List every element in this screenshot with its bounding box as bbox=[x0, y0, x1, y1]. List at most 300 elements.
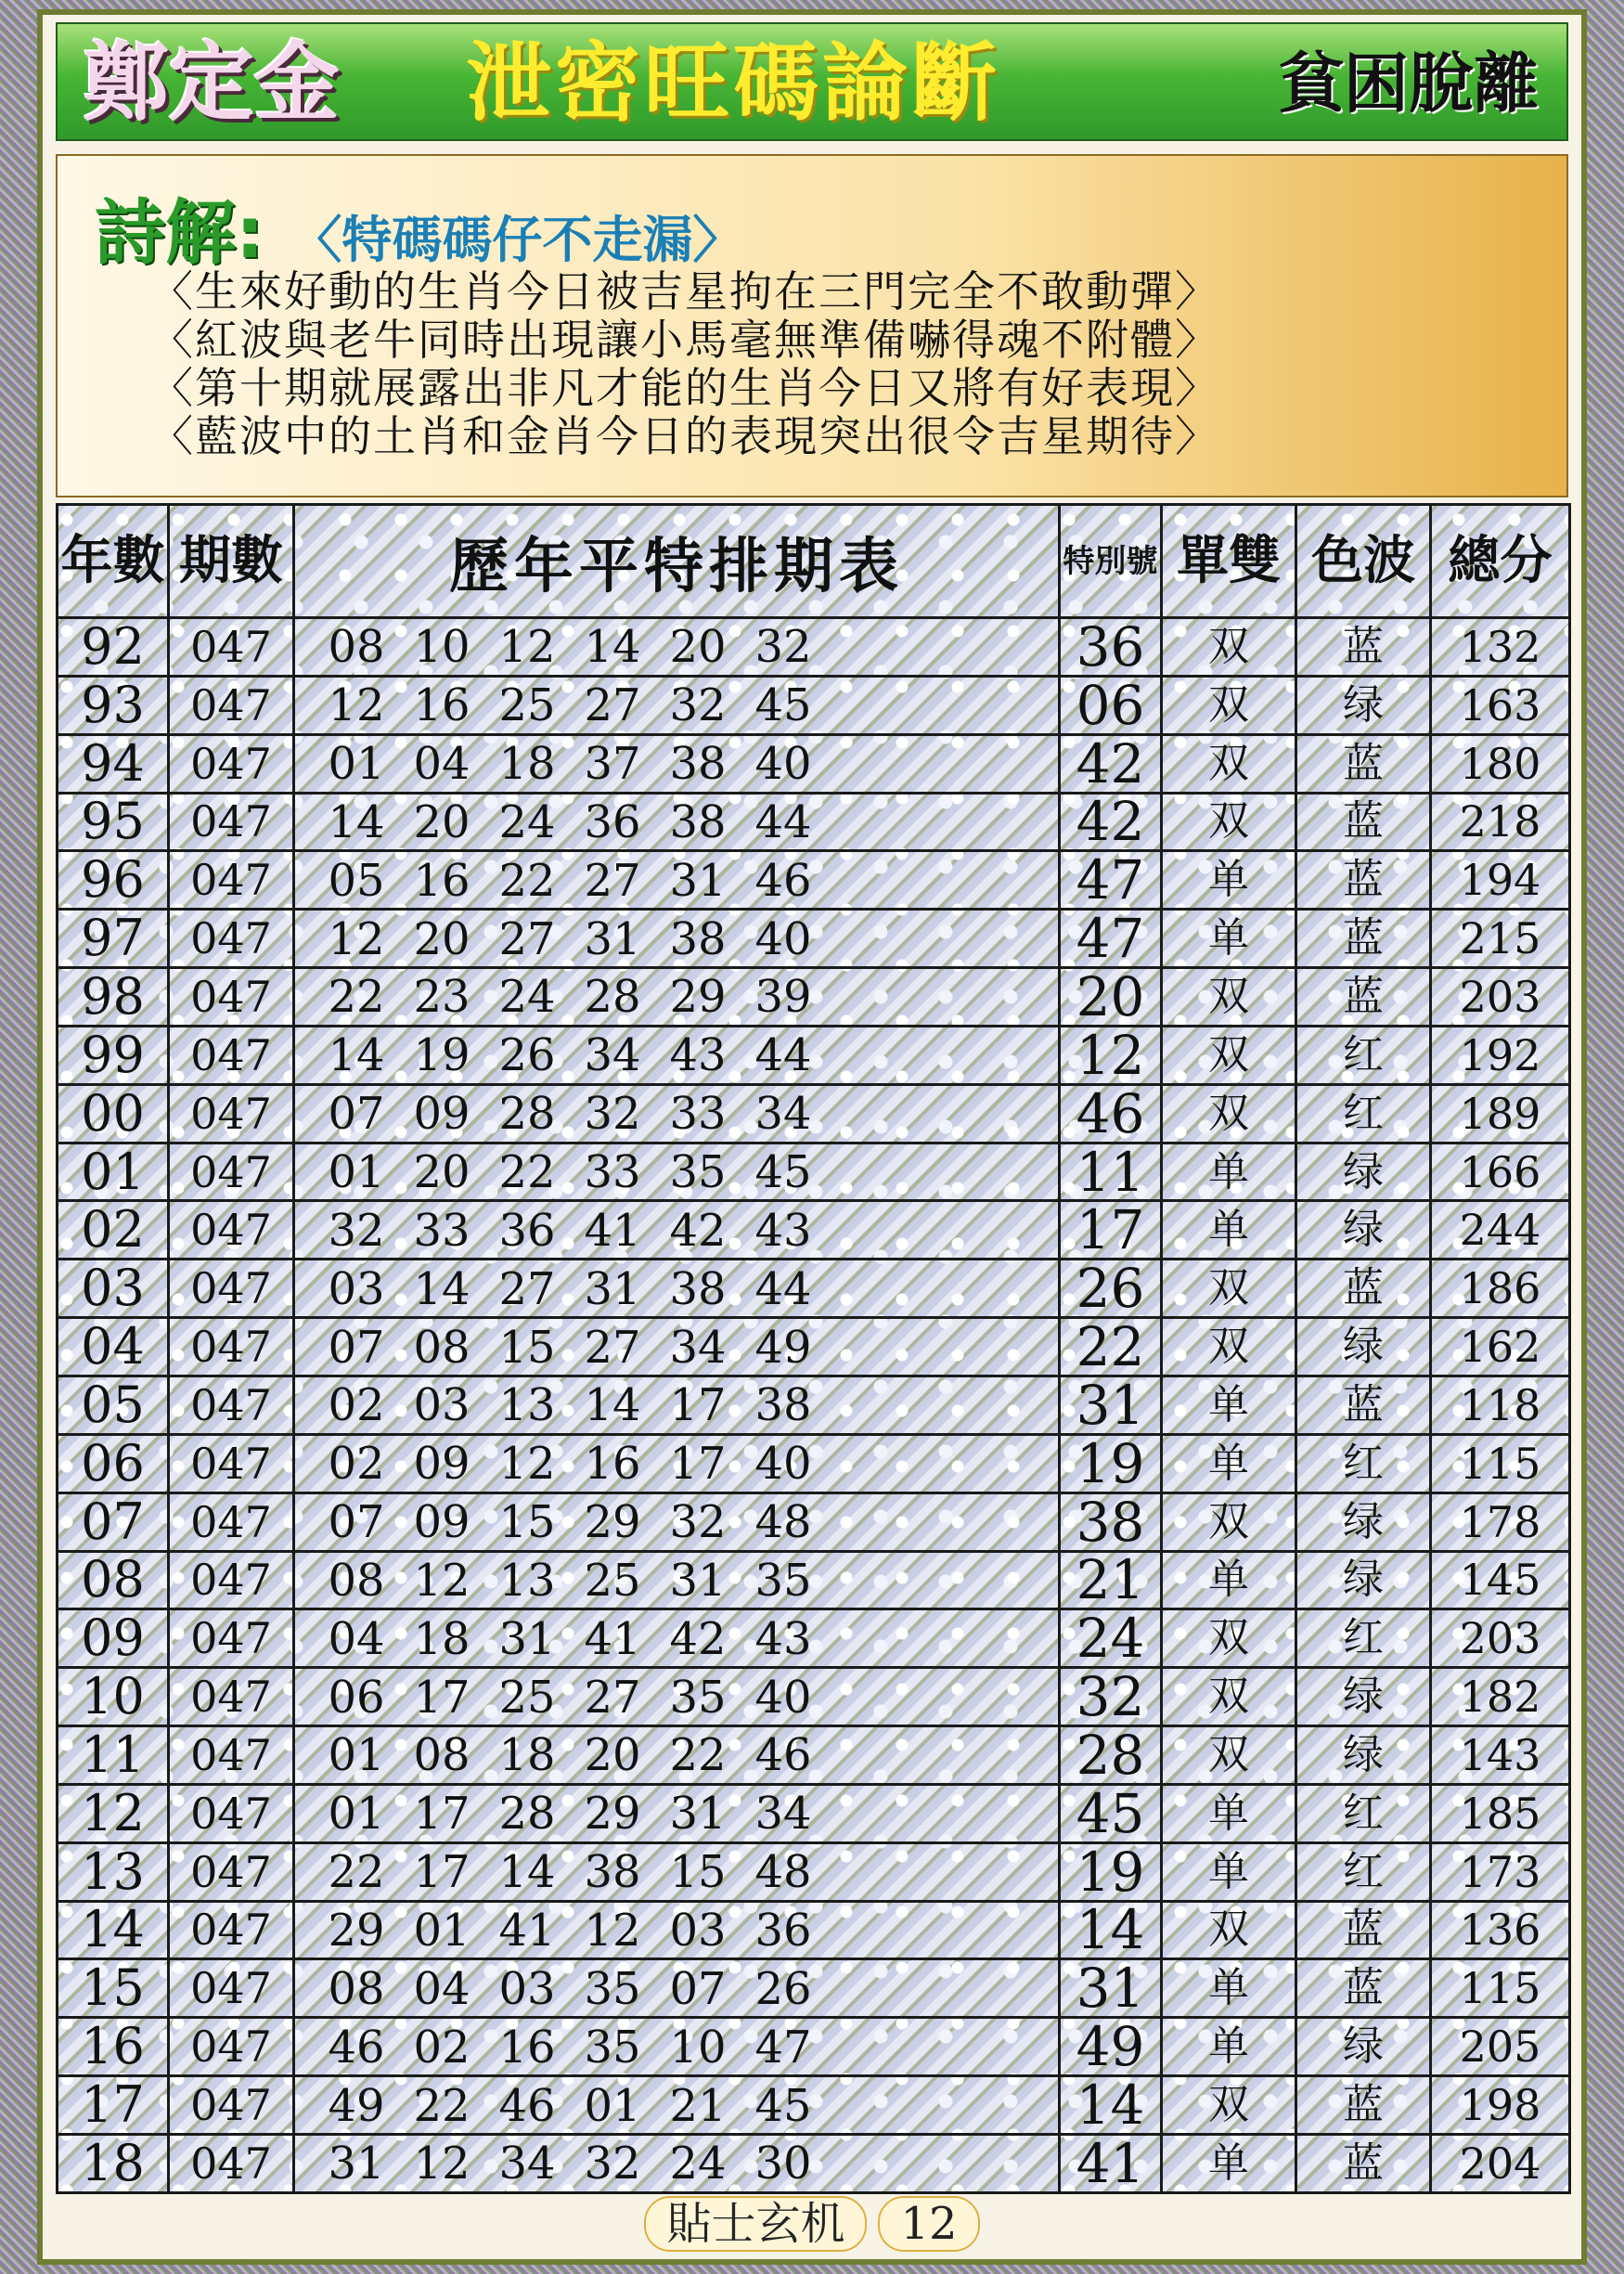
cell-numbers bbox=[294, 1492, 1060, 1551]
cell-special: 31 bbox=[1060, 1376, 1162, 1434]
cell-wave: 红 bbox=[1296, 1084, 1431, 1143]
page-number: 12 bbox=[878, 2196, 979, 2252]
table-row bbox=[58, 1726, 1570, 1785]
cell-wave: 绿 bbox=[1296, 1201, 1431, 1260]
table-row bbox=[58, 910, 1570, 968]
drawn-number: 04 bbox=[413, 738, 470, 791]
table-row bbox=[58, 2018, 1570, 2076]
drawn-number: 01 bbox=[328, 738, 385, 791]
table-row bbox=[58, 1201, 1570, 1260]
cell-parity: 单 bbox=[1162, 1784, 1296, 1842]
drawn-number: 38 bbox=[669, 912, 727, 965]
drawn-number: 12 bbox=[413, 2138, 470, 2190]
drawn-number: 27 bbox=[584, 1321, 641, 1374]
drawn-number: 38 bbox=[669, 1262, 727, 1315]
drawn-number: 22 bbox=[498, 1146, 556, 1199]
cell-total: 198 bbox=[1431, 2076, 1570, 2135]
cell-wave: 红 bbox=[1296, 1434, 1431, 1492]
poem-line: 〈生來好動的生肖今日被吉星拘在三門完全不敢動彈〉 bbox=[150, 266, 1219, 317]
drawn-number: 25 bbox=[498, 1671, 556, 1724]
cell-total: 244 bbox=[1431, 1201, 1570, 1260]
cell-parity: 单 bbox=[1162, 1434, 1296, 1492]
table-row bbox=[58, 734, 1570, 793]
cell-issue: 047 bbox=[169, 734, 294, 793]
cell-special: 11 bbox=[1060, 1143, 1162, 1201]
cell-wave: 红 bbox=[1296, 1842, 1431, 1901]
cell-total: 136 bbox=[1431, 1901, 1570, 1959]
drawn-number: 24 bbox=[498, 971, 556, 1024]
drawn-number: 34 bbox=[584, 1029, 641, 1082]
drawn-number: 38 bbox=[584, 1846, 641, 1899]
cell-issue: 047 bbox=[169, 1026, 294, 1084]
drawn-number: 08 bbox=[413, 1729, 470, 1782]
drawn-number: 44 bbox=[754, 1029, 812, 1082]
cell-numbers bbox=[294, 1434, 1060, 1492]
drawn-number: 02 bbox=[328, 1379, 385, 1432]
table-row bbox=[58, 1084, 1570, 1143]
table-row bbox=[58, 1318, 1570, 1376]
drawn-number: 32 bbox=[584, 2138, 641, 2190]
drawn-number: 03 bbox=[413, 1379, 470, 1432]
drawn-number: 08 bbox=[328, 1554, 385, 1607]
table-row bbox=[58, 1901, 1570, 1959]
drawn-number: 14 bbox=[413, 1262, 470, 1315]
cell-wave: 蓝 bbox=[1296, 734, 1431, 793]
drawn-number: 38 bbox=[669, 795, 727, 848]
banner-tag: 貧困脫離 bbox=[1279, 45, 1539, 122]
cell-issue: 047 bbox=[169, 1084, 294, 1143]
drawn-number: 17 bbox=[413, 1788, 470, 1841]
cell-year: 00 bbox=[58, 1084, 169, 1143]
cell-parity: 双 bbox=[1162, 1901, 1296, 1959]
drawn-number: 31 bbox=[584, 1262, 641, 1315]
drawn-number: 10 bbox=[669, 2021, 727, 2074]
cell-parity: 双 bbox=[1162, 1726, 1296, 1785]
drawn-number: 01 bbox=[328, 1146, 385, 1199]
cell-issue: 047 bbox=[169, 1492, 294, 1551]
table-body bbox=[58, 614, 1570, 2195]
cell-numbers bbox=[294, 676, 1060, 734]
cell-parity: 双 bbox=[1162, 1084, 1296, 1143]
drawn-number: 14 bbox=[328, 795, 385, 848]
cell-wave: 蓝 bbox=[1296, 2134, 1431, 2192]
cell-year: 12 bbox=[58, 1784, 169, 1842]
drawn-number: 44 bbox=[754, 1262, 812, 1315]
drawn-number: 49 bbox=[328, 2079, 385, 2132]
drawn-number: 46 bbox=[754, 854, 812, 907]
cell-special: 45 bbox=[1060, 1784, 1162, 1842]
table-row bbox=[58, 1668, 1570, 1726]
table-row bbox=[58, 851, 1570, 910]
drawn-number: 01 bbox=[413, 1904, 470, 1957]
drawn-number: 09 bbox=[413, 1088, 470, 1141]
cell-numbers bbox=[294, 1026, 1060, 1084]
cell-parity: 单 bbox=[1162, 2134, 1296, 2192]
table-row bbox=[58, 1609, 1570, 1668]
cell-wave: 蓝 bbox=[1296, 851, 1431, 910]
drawn-number: 31 bbox=[669, 1554, 727, 1607]
drawn-number: 35 bbox=[754, 1554, 812, 1607]
cell-year: 16 bbox=[58, 2018, 169, 2076]
table-header-row bbox=[58, 505, 1570, 618]
drawn-number: 03 bbox=[498, 1962, 556, 2015]
drawn-number: 45 bbox=[754, 1146, 812, 1199]
drawn-number: 12 bbox=[498, 621, 556, 674]
drawn-number: 27 bbox=[498, 912, 556, 965]
cell-issue: 047 bbox=[169, 1959, 294, 2018]
cell-issue: 047 bbox=[169, 1668, 294, 1726]
table-row bbox=[58, 1434, 1570, 1492]
poem-line: 〈藍波中的土肖和金肖今日的表現突出很令吉星期待〉 bbox=[150, 411, 1219, 461]
drawn-number: 41 bbox=[498, 1904, 556, 1957]
drawn-number: 04 bbox=[413, 1962, 470, 2015]
poem-line: 〈紅波與老牛同時出現讓小馬毫無準備嚇得魂不附體〉 bbox=[150, 315, 1219, 365]
drawn-number: 32 bbox=[328, 1204, 385, 1257]
table-row bbox=[58, 1143, 1570, 1201]
cell-issue: 047 bbox=[169, 2134, 294, 2192]
cell-total: 194 bbox=[1431, 851, 1570, 910]
cell-special: 28 bbox=[1060, 1726, 1162, 1785]
drawn-number: 30 bbox=[754, 2138, 812, 2190]
cell-issue: 047 bbox=[169, 618, 294, 677]
table-row bbox=[58, 1260, 1570, 1318]
drawn-number: 15 bbox=[669, 1846, 727, 1899]
drawn-number: 01 bbox=[328, 1788, 385, 1841]
cell-year: 96 bbox=[58, 851, 169, 910]
cell-wave: 绿 bbox=[1296, 1726, 1431, 1785]
cell-wave: 蓝 bbox=[1296, 1959, 1431, 2018]
cell-special: 06 bbox=[1060, 676, 1162, 734]
cell-wave: 蓝 bbox=[1296, 793, 1431, 851]
table-row bbox=[58, 618, 1570, 677]
drawn-number: 24 bbox=[669, 2138, 727, 2190]
cell-year: 95 bbox=[58, 793, 169, 851]
drawn-number: 01 bbox=[584, 2079, 641, 2132]
cell-year: 03 bbox=[58, 1260, 169, 1318]
header-special: 特別號 bbox=[1060, 505, 1162, 618]
cell-total: 163 bbox=[1431, 676, 1570, 734]
cell-numbers bbox=[294, 1551, 1060, 1609]
drawn-number: 08 bbox=[413, 1321, 470, 1374]
cell-total: 118 bbox=[1431, 1376, 1570, 1434]
brand-name: 鄭定金 bbox=[84, 33, 341, 133]
cell-total: 115 bbox=[1431, 1959, 1570, 2018]
drawn-number: 36 bbox=[498, 1204, 556, 1257]
drawn-number: 34 bbox=[498, 2138, 556, 2190]
cell-numbers bbox=[294, 2018, 1060, 2076]
drawn-number: 10 bbox=[413, 621, 470, 674]
cell-wave: 绿 bbox=[1296, 1492, 1431, 1551]
cell-numbers bbox=[294, 1143, 1060, 1201]
cell-total: 192 bbox=[1431, 1026, 1570, 1084]
drawn-number: 34 bbox=[669, 1321, 727, 1374]
drawn-number: 15 bbox=[498, 1496, 556, 1549]
drawn-number: 07 bbox=[328, 1321, 385, 1374]
cell-total: 162 bbox=[1431, 1318, 1570, 1376]
cell-wave: 绿 bbox=[1296, 1668, 1431, 1726]
drawn-number: 07 bbox=[669, 1962, 727, 2015]
cell-year: 08 bbox=[58, 1551, 169, 1609]
drawn-number: 08 bbox=[328, 621, 385, 674]
cell-numbers bbox=[294, 1726, 1060, 1785]
drawn-number: 37 bbox=[584, 738, 641, 791]
drawn-number: 13 bbox=[498, 1554, 556, 1607]
drawn-number: 32 bbox=[669, 679, 727, 732]
drawn-number: 45 bbox=[754, 679, 812, 732]
header-wave: 色波 bbox=[1296, 505, 1431, 618]
drawn-number: 03 bbox=[669, 1904, 727, 1957]
cell-total: 115 bbox=[1431, 1434, 1570, 1492]
drawn-number: 26 bbox=[498, 1029, 556, 1082]
table-row bbox=[58, 968, 1570, 1027]
cell-numbers bbox=[294, 1609, 1060, 1668]
table-row bbox=[58, 1784, 1570, 1842]
drawn-number: 16 bbox=[413, 679, 470, 732]
cell-wave: 蓝 bbox=[1296, 1901, 1431, 1959]
cell-issue: 047 bbox=[169, 1260, 294, 1318]
cell-special: 47 bbox=[1060, 910, 1162, 968]
cell-special: 12 bbox=[1060, 1026, 1162, 1084]
cell-wave: 绿 bbox=[1296, 2018, 1431, 2076]
drawn-number: 43 bbox=[754, 1204, 812, 1257]
cell-wave: 绿 bbox=[1296, 676, 1431, 734]
cell-wave: 绿 bbox=[1296, 1143, 1431, 1201]
cell-total: 132 bbox=[1431, 618, 1570, 677]
drawn-number: 27 bbox=[584, 1671, 641, 1724]
drawn-number: 02 bbox=[328, 1438, 385, 1491]
drawn-number: 42 bbox=[669, 1612, 727, 1665]
cell-special: 22 bbox=[1060, 1318, 1162, 1376]
cell-issue: 047 bbox=[169, 676, 294, 734]
cell-wave: 红 bbox=[1296, 1026, 1431, 1084]
cell-issue: 047 bbox=[169, 1434, 294, 1492]
drawn-number: 31 bbox=[584, 912, 641, 965]
table-row bbox=[58, 1551, 1570, 1609]
drawn-number: 17 bbox=[669, 1379, 727, 1432]
drawn-number: 36 bbox=[584, 795, 641, 848]
drawn-number: 39 bbox=[754, 971, 812, 1024]
cell-numbers bbox=[294, 1084, 1060, 1143]
cell-parity: 单 bbox=[1162, 1959, 1296, 2018]
drawn-number: 49 bbox=[754, 1321, 812, 1374]
drawn-number: 48 bbox=[754, 1846, 812, 1899]
cell-year: 14 bbox=[58, 1901, 169, 1959]
cell-numbers bbox=[294, 851, 1060, 910]
drawn-number: 40 bbox=[754, 1671, 812, 1724]
drawn-number: 09 bbox=[413, 1438, 470, 1491]
history-table bbox=[56, 503, 1571, 2194]
drawn-number: 21 bbox=[669, 2079, 727, 2132]
drawn-number: 08 bbox=[328, 1962, 385, 2015]
cell-issue: 047 bbox=[169, 2076, 294, 2135]
drawn-number: 29 bbox=[584, 1788, 641, 1841]
cell-issue: 047 bbox=[169, 851, 294, 910]
cell-year: 92 bbox=[58, 618, 169, 677]
drawn-number: 35 bbox=[584, 1962, 641, 2015]
cell-year: 98 bbox=[58, 968, 169, 1027]
drawn-number: 22 bbox=[328, 1846, 385, 1899]
drawn-number: 45 bbox=[754, 2079, 812, 2132]
cell-wave: 蓝 bbox=[1296, 968, 1431, 1027]
drawn-number: 12 bbox=[413, 1554, 470, 1607]
cell-parity: 单 bbox=[1162, 1376, 1296, 1434]
drawn-number: 32 bbox=[669, 1496, 727, 1549]
drawn-number: 47 bbox=[754, 2021, 812, 2074]
cell-total: 189 bbox=[1431, 1084, 1570, 1143]
drawn-number: 13 bbox=[498, 1379, 556, 1432]
drawn-number: 09 bbox=[413, 1496, 470, 1549]
header-title: 歷年平特排期表 bbox=[294, 505, 1060, 618]
cell-issue: 047 bbox=[169, 1143, 294, 1201]
drawn-number: 20 bbox=[413, 1146, 470, 1199]
cell-total: 182 bbox=[1431, 1668, 1570, 1726]
cell-special: 21 bbox=[1060, 1551, 1162, 1609]
drawn-number: 32 bbox=[754, 621, 812, 674]
cell-wave: 蓝 bbox=[1296, 1376, 1431, 1434]
drawn-number: 35 bbox=[669, 1671, 727, 1724]
cell-numbers bbox=[294, 618, 1060, 677]
cell-parity: 双 bbox=[1162, 1668, 1296, 1726]
drawn-number: 04 bbox=[328, 1612, 385, 1665]
drawn-number: 44 bbox=[754, 795, 812, 848]
drawn-number: 31 bbox=[669, 1788, 727, 1841]
drawn-number: 46 bbox=[754, 1729, 812, 1782]
drawn-number: 34 bbox=[754, 1788, 812, 1841]
drawn-number: 48 bbox=[754, 1496, 812, 1549]
drawn-number: 29 bbox=[328, 1904, 385, 1957]
cell-parity: 单 bbox=[1162, 910, 1296, 968]
drawn-number: 26 bbox=[754, 1962, 812, 2015]
poem-section bbox=[56, 154, 1568, 497]
table-row bbox=[58, 2134, 1570, 2192]
drawn-number: 17 bbox=[413, 1846, 470, 1899]
cell-year: 97 bbox=[58, 910, 169, 968]
poem-line: 〈第十期就展露出非凡才能的生肖今日又將有好表現〉 bbox=[150, 363, 1219, 413]
drawn-number: 22 bbox=[498, 854, 556, 907]
cell-special: 47 bbox=[1060, 851, 1162, 910]
drawn-number: 12 bbox=[328, 679, 385, 732]
cell-parity: 双 bbox=[1162, 968, 1296, 1027]
cell-parity: 双 bbox=[1162, 734, 1296, 793]
table-row bbox=[58, 1842, 1570, 1901]
cell-special: 26 bbox=[1060, 1260, 1162, 1318]
cell-total: 145 bbox=[1431, 1551, 1570, 1609]
cell-issue: 047 bbox=[169, 1842, 294, 1901]
drawn-number: 32 bbox=[584, 1088, 641, 1141]
cell-special: 17 bbox=[1060, 1201, 1162, 1260]
title-banner bbox=[56, 22, 1568, 141]
drawn-number: 20 bbox=[413, 795, 470, 848]
cell-total: 215 bbox=[1431, 910, 1570, 968]
cell-numbers bbox=[294, 968, 1060, 1027]
cell-parity: 双 bbox=[1162, 1318, 1296, 1376]
cell-parity: 双 bbox=[1162, 793, 1296, 851]
drawn-number: 12 bbox=[328, 912, 385, 965]
cell-year: 18 bbox=[58, 2134, 169, 2192]
cell-year: 10 bbox=[58, 1668, 169, 1726]
cell-year: 02 bbox=[58, 1201, 169, 1260]
drawn-number: 17 bbox=[413, 1671, 470, 1724]
cell-total: 205 bbox=[1431, 2018, 1570, 2076]
cell-wave: 红 bbox=[1296, 1784, 1431, 1842]
cell-wave: 蓝 bbox=[1296, 910, 1431, 968]
cell-wave: 红 bbox=[1296, 1609, 1431, 1668]
cell-year: 99 bbox=[58, 1026, 169, 1084]
cell-total: 178 bbox=[1431, 1492, 1570, 1551]
page-footer bbox=[43, 2188, 1581, 2252]
drawn-number: 28 bbox=[498, 1788, 556, 1841]
drawn-number: 25 bbox=[584, 1554, 641, 1607]
cell-year: 93 bbox=[58, 676, 169, 734]
drawn-number: 35 bbox=[584, 2021, 641, 2074]
drawn-number: 31 bbox=[328, 2138, 385, 2190]
cell-parity: 双 bbox=[1162, 676, 1296, 734]
drawn-number: 02 bbox=[413, 2021, 470, 2074]
cell-special: 46 bbox=[1060, 1084, 1162, 1143]
cell-parity: 双 bbox=[1162, 1026, 1296, 1084]
cell-numbers bbox=[294, 1901, 1060, 1959]
table-row bbox=[58, 676, 1570, 734]
cell-total: 173 bbox=[1431, 1842, 1570, 1901]
cell-parity: 单 bbox=[1162, 1201, 1296, 1260]
drawn-number: 22 bbox=[413, 2079, 470, 2132]
cell-parity: 双 bbox=[1162, 2076, 1296, 2135]
poem-header bbox=[95, 176, 742, 278]
cell-parity: 单 bbox=[1162, 851, 1296, 910]
drawn-number: 20 bbox=[584, 1729, 641, 1782]
cell-special: 42 bbox=[1060, 734, 1162, 793]
cell-year: 11 bbox=[58, 1726, 169, 1785]
drawn-number: 14 bbox=[584, 1379, 641, 1432]
header-year: 年數 bbox=[58, 505, 169, 618]
cell-numbers bbox=[294, 1201, 1060, 1260]
cell-total: 185 bbox=[1431, 1784, 1570, 1842]
cell-special: 14 bbox=[1060, 1901, 1162, 1959]
cell-year: 13 bbox=[58, 1842, 169, 1901]
drawn-number: 41 bbox=[584, 1612, 641, 1665]
drawn-number: 14 bbox=[584, 621, 641, 674]
header-parity: 單雙 bbox=[1162, 505, 1296, 618]
cell-special: 14 bbox=[1060, 2076, 1162, 2135]
drawn-number: 36 bbox=[754, 1904, 812, 1957]
drawn-number: 28 bbox=[584, 971, 641, 1024]
drawn-number: 01 bbox=[328, 1729, 385, 1782]
drawn-number: 29 bbox=[584, 1496, 641, 1549]
cell-year: 94 bbox=[58, 734, 169, 793]
cell-special: 31 bbox=[1060, 1959, 1162, 2018]
cell-year: 07 bbox=[58, 1492, 169, 1551]
cell-total: 203 bbox=[1431, 1609, 1570, 1668]
drawn-number: 27 bbox=[584, 854, 641, 907]
cell-special: 38 bbox=[1060, 1492, 1162, 1551]
cell-numbers bbox=[294, 1959, 1060, 2018]
cell-wave: 绿 bbox=[1296, 1318, 1431, 1376]
drawn-number: 43 bbox=[754, 1612, 812, 1665]
poem-label: 詩解: bbox=[95, 191, 264, 274]
cell-numbers bbox=[294, 1318, 1060, 1376]
cell-parity: 双 bbox=[1162, 618, 1296, 677]
table-row bbox=[58, 1376, 1570, 1434]
drawn-number: 15 bbox=[498, 1321, 556, 1374]
history-table-container bbox=[56, 503, 1568, 2194]
drawn-number: 23 bbox=[413, 971, 470, 1024]
cell-special: 41 bbox=[1060, 2134, 1162, 2192]
drawn-number: 40 bbox=[754, 738, 812, 791]
cell-year: 04 bbox=[58, 1318, 169, 1376]
cell-special: 42 bbox=[1060, 793, 1162, 851]
cell-issue: 047 bbox=[169, 2018, 294, 2076]
banner-slogan: 泄密旺碼論斷 bbox=[466, 33, 1001, 133]
